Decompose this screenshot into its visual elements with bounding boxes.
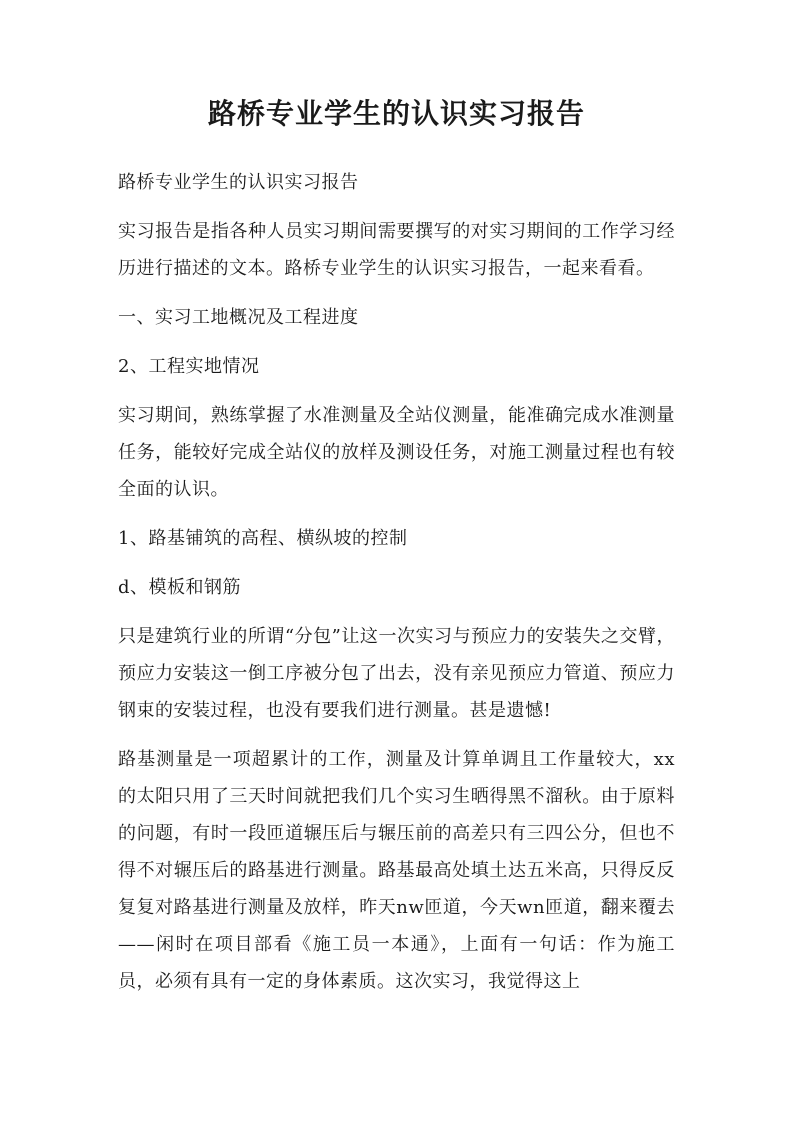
- section-heading-formwork: d、模板和钢筋: [118, 577, 242, 598]
- section-heading-roadbed-control: 1、路基铺筑的高程、横纵坡的控制: [118, 528, 408, 549]
- survey-paragraph: 实习期间，熟练掌握了水准测量及全站仪测量，能准确完成水准测量任务，能较好完成全站仪的放样及测设任务，对施工测量过程也有较全面的认识。: [118, 405, 675, 500]
- document-subtitle: 路桥专业学生的认识实习报告: [118, 172, 359, 193]
- roadbed-paragraph: 路基测量是一项超累计的工作，测量及计算单调且工作量较大，xx的太阳只用了三天时间就把我们几个实习生晒得黑不溜秋。由于原料的问题，有时一段匝道辗压后与辗压前的高差只有三四公分，但也不得不对辗压后的路基进行测量。路基最高处填土达五米高，只得反反复复对路基进行测量及放样，昨天nw匝道，今天wn匝道，翻来覆去——闲时在项目部看《施工员一本通》，上面有一句话：作为施工员，必须有具有一定的身体素质。这次实习，我觉得这上: [118, 749, 675, 992]
- section-heading-site-conditions: 2、工程实地情况: [118, 356, 260, 377]
- intro-paragraph: 实习报告是指各种人员实习期间需要撰写的对实习期间的工作学习经历进行描述的文本。路桥专业学生的认识实习报告，一起来看看。: [118, 221, 675, 279]
- document-title: 路桥专业学生的认识实习报告: [207, 97, 585, 130]
- prestress-paragraph: 只是建筑行业的所谓“分包”让这一次实习与预应力的安装失之交臂，预应力安装这一倒工序被分包了出去，没有亲见预应力管道、预应力钢束的安装过程，也没有要我们进行测量。甚是遗憾!: [118, 626, 675, 721]
- section-heading-site-overview: 一、实习工地概况及工程进度: [118, 307, 359, 328]
